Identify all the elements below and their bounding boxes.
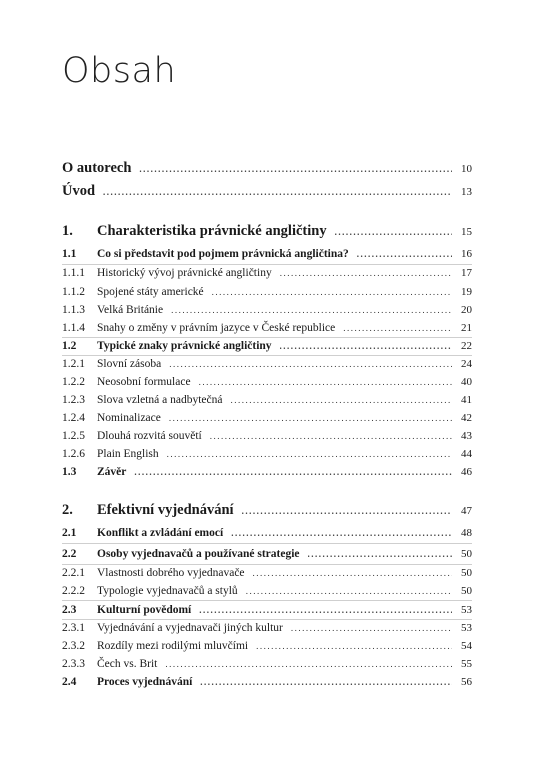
toc-entry-page-number: 19 [461, 286, 472, 298]
toc-entry-number: 1.1.4 [62, 322, 85, 334]
toc-entry-number: 1.1.2 [62, 286, 85, 298]
dot-leader [242, 506, 452, 516]
toc-entry-page-number: 17 [461, 267, 472, 279]
toc-entry [62, 604, 472, 616]
section-divider [62, 355, 472, 356]
toc-entry-title: Charakteristika právnické angličtiny [97, 223, 327, 239]
section-divider [62, 619, 472, 620]
toc-entry-title: Neosobní formulace [97, 376, 191, 388]
toc-entry-title: Snahy o změny v právním jazyce v České republice [97, 322, 336, 334]
toc-entry-number: 1.2.3 [62, 394, 85, 406]
toc-entry [62, 322, 472, 334]
dot-leader [335, 227, 452, 237]
dot-leader [357, 249, 452, 259]
toc-entry-page-number: 21 [461, 322, 472, 334]
toc-entry [62, 502, 472, 519]
toc-entry-page-number: 50 [461, 548, 472, 560]
toc-entry-number: 2.4 [62, 676, 77, 688]
toc-entry-page-number: 44 [461, 448, 472, 460]
toc-entry [62, 676, 472, 688]
dot-leader [231, 395, 453, 405]
toc-entry-title: Rozdíly mezi rodilými mluvčími [97, 640, 249, 652]
toc-entry-page-number: 53 [461, 622, 472, 634]
toc-entry-number: 1.1.3 [62, 304, 85, 316]
toc-entry-number: 2. [62, 502, 73, 518]
toc-entry-title: Typologie vyjednavačů a stylů [97, 585, 238, 597]
toc-entry-page-number: 40 [461, 376, 472, 388]
toc-entry [62, 466, 472, 478]
toc-entry [62, 160, 472, 177]
toc-entry-number: 1.2.6 [62, 448, 85, 460]
dot-leader [231, 528, 452, 538]
toc-entry [62, 527, 472, 539]
toc-entry-page-number: 54 [461, 640, 472, 652]
toc-entry [62, 286, 472, 298]
toc-entry-number: 2.2.1 [62, 567, 85, 579]
toc-entry-title: Konflikt a zvládání emocí [97, 527, 224, 539]
dot-leader [169, 413, 452, 423]
toc-entry [62, 448, 472, 460]
dot-leader [169, 359, 452, 369]
dot-leader [343, 323, 452, 333]
dot-leader [199, 605, 452, 615]
toc-entry-page-number: 55 [461, 658, 472, 670]
toc-entry [62, 658, 472, 670]
toc-entry-page-number: 15 [461, 226, 472, 238]
toc-entry [62, 548, 472, 560]
toc-entry-number: 1.2.2 [62, 376, 85, 388]
dot-leader [256, 641, 452, 651]
dot-leader [212, 287, 452, 297]
toc-entry-title: Dlouhá rozvitá souvětí [97, 430, 202, 442]
toc-entry-number: 1.1 [62, 248, 77, 260]
toc-entry-title: Historický vývoj právnické angličtiny [97, 267, 272, 279]
toc-entry [62, 304, 472, 316]
toc-entry [62, 622, 472, 634]
toc-entry-title: Typické znaky právnické angličtiny [97, 340, 272, 352]
toc-entry-number: 2.3.2 [62, 640, 85, 652]
toc-entry-number: 1.2.5 [62, 430, 85, 442]
section-divider [62, 337, 472, 338]
toc-entry-title: Spojené státy americké [97, 286, 204, 298]
toc-entry-title: Úvod [62, 183, 96, 199]
toc-entry-title: Nominalizace [97, 412, 161, 424]
toc-entry-title: Slova vzletná a nadbytečná [97, 394, 223, 406]
toc-entry-title: Závěr [97, 466, 127, 478]
dot-leader [280, 268, 452, 278]
toc-entry [62, 412, 472, 424]
dot-leader [103, 187, 452, 197]
toc-entry-title: Co si představit pod pojmem právnická angličtina? [97, 248, 349, 260]
dot-leader [200, 677, 452, 687]
toc-entry-page-number: 46 [461, 466, 472, 478]
toc-entry [62, 358, 472, 370]
toc-entry-number: 1.1.1 [62, 267, 85, 279]
toc-entry [62, 394, 472, 406]
toc-entry-number: 1. [62, 223, 73, 239]
toc-entry-page-number: 50 [461, 585, 472, 597]
toc-entry-page-number: 13 [461, 186, 472, 198]
toc-entry [62, 567, 472, 579]
toc-entry [62, 640, 472, 652]
section-divider [62, 264, 472, 265]
toc-entry-page-number: 10 [461, 163, 472, 175]
dot-leader [253, 568, 452, 578]
toc-entry-title: Vlastnosti dobrého vyjednavače [97, 567, 245, 579]
toc-entry-page-number: 48 [461, 527, 472, 539]
toc-entry-number: 1.2.1 [62, 358, 85, 370]
toc-entry-title: Velká Británie [97, 304, 164, 316]
toc-entry-number: 2.3 [62, 604, 77, 616]
toc-entry-number: 2.3.3 [62, 658, 85, 670]
toc-entry-number: 2.2 [62, 548, 77, 560]
toc-entry [62, 267, 472, 279]
toc-entry-title: Vyjednávání a vyjednavači jiných kultur [97, 622, 283, 634]
toc-entry-title: Kulturní povědomí [97, 604, 192, 616]
toc-entry-title: Plain English [97, 448, 159, 460]
dot-leader [291, 623, 452, 633]
section-divider [62, 564, 472, 565]
toc-entry-page-number: 56 [461, 676, 472, 688]
toc-entry-page-number: 50 [461, 567, 472, 579]
toc-entry-title: Čech vs. Brit [97, 658, 158, 670]
toc-entry-page-number: 47 [461, 505, 472, 517]
section-divider [62, 600, 472, 601]
toc-entry-page-number: 22 [461, 340, 472, 352]
toc-entry-number: 1.2 [62, 340, 77, 352]
toc-entry-page-number: 41 [461, 394, 472, 406]
toc-entry-number: 2.2.2 [62, 585, 85, 597]
dot-leader [210, 431, 452, 441]
dot-leader [308, 549, 452, 559]
page-title: Obsah [62, 51, 177, 91]
dot-leader [134, 467, 452, 477]
toc-entry-page-number: 43 [461, 430, 472, 442]
toc-entry [62, 585, 472, 597]
dot-leader [280, 341, 452, 351]
toc-entry [62, 183, 472, 200]
toc-entry [62, 340, 472, 352]
toc-entry-page-number: 20 [461, 304, 472, 316]
toc-entry-title: Slovní zásoba [97, 358, 162, 370]
toc-entry-number: 2.1 [62, 527, 77, 539]
dot-leader [199, 377, 452, 387]
toc-entry-title: Proces vyjednávání [97, 676, 193, 688]
toc-entry-page-number: 53 [461, 604, 472, 616]
toc-entry [62, 223, 472, 240]
toc-entry-number: 1.2.4 [62, 412, 85, 424]
toc-entry-page-number: 24 [461, 358, 472, 370]
section-divider [62, 543, 472, 544]
toc-entry-title: Osoby vyjednavačů a používané strategie [97, 548, 300, 560]
toc-entry-title: Efektivní vyjednávání [97, 502, 234, 518]
dot-leader [171, 305, 452, 315]
dot-leader [167, 449, 452, 459]
toc-entry-page-number: 16 [461, 248, 472, 260]
toc-entry [62, 376, 472, 388]
dot-leader [165, 659, 452, 669]
toc-entry-page-number: 42 [461, 412, 472, 424]
toc-entry [62, 248, 472, 260]
dot-leader [246, 586, 452, 596]
toc-entry-title: O autorech [62, 160, 132, 176]
dot-leader [139, 164, 452, 174]
toc-entry [62, 430, 472, 442]
toc-entry-number: 2.3.1 [62, 622, 85, 634]
toc-entry-number: 1.3 [62, 466, 77, 478]
